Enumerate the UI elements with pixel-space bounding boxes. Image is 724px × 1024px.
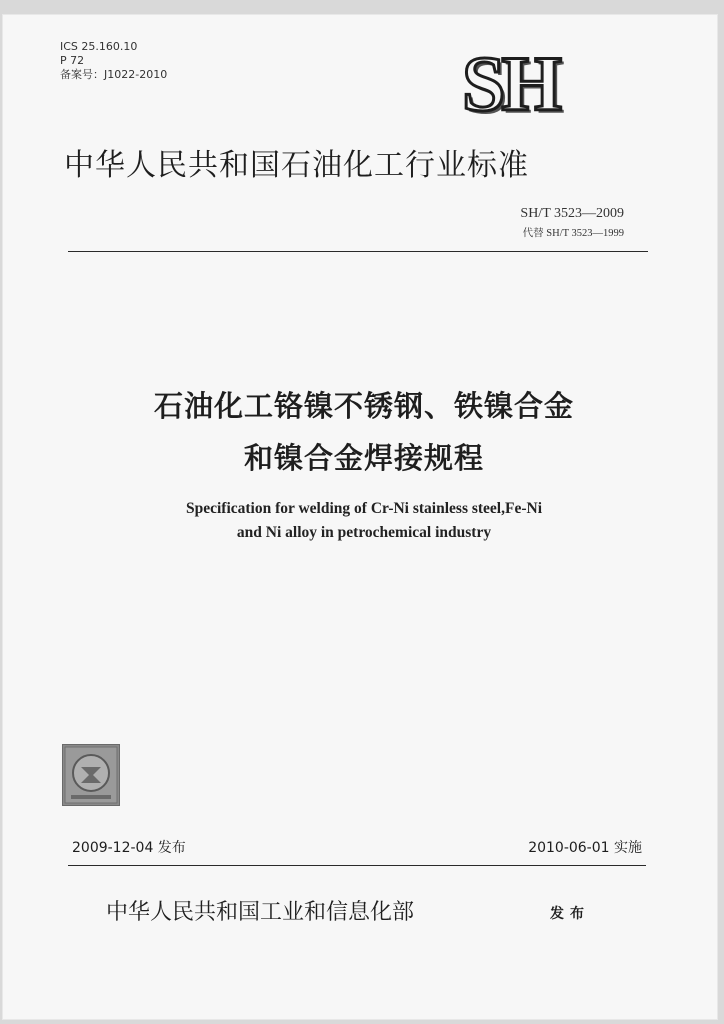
- issue-label: 发布: [550, 906, 590, 922]
- issuing-ministry: 中华人民共和国工业和信息化部: [106, 900, 415, 925]
- effective-date: 2010-06-01 实施: [528, 840, 642, 856]
- replaces-standard: 代替 SH/T 3523—1999: [522, 228, 624, 239]
- category-code: P 72: [60, 54, 85, 67]
- standard-number: SH/T 3523—2009: [520, 206, 624, 221]
- title-cn-line-1: 石油化工铬镍不锈钢、铁镍合金: [153, 389, 574, 423]
- standard-number-block: [520, 204, 624, 242]
- document-page: [2, 14, 718, 1020]
- issue-date: 2009-12-04 发布: [72, 840, 186, 856]
- title-en-line-1: Specification for welding of Cr-Ni stainless steel,Fe-Ni: [185, 500, 542, 517]
- title-cn-line-2: 和镍合金焊接规程: [243, 441, 484, 475]
- industry-standard-heading: 中华人民共和国石油化工行业标准: [64, 148, 529, 183]
- bottom-divider: [68, 865, 646, 866]
- ics-code: ICS 25.160.10: [60, 40, 138, 53]
- classification-block: [60, 40, 167, 82]
- sh-logo: SH: [462, 40, 559, 127]
- certification-stamp-icon: [62, 744, 120, 806]
- title-en-line-2: and Ni alloy in petrochemical industry: [236, 524, 492, 541]
- top-divider: [68, 251, 648, 252]
- record-number: 备案号：J1022-2010: [60, 68, 168, 81]
